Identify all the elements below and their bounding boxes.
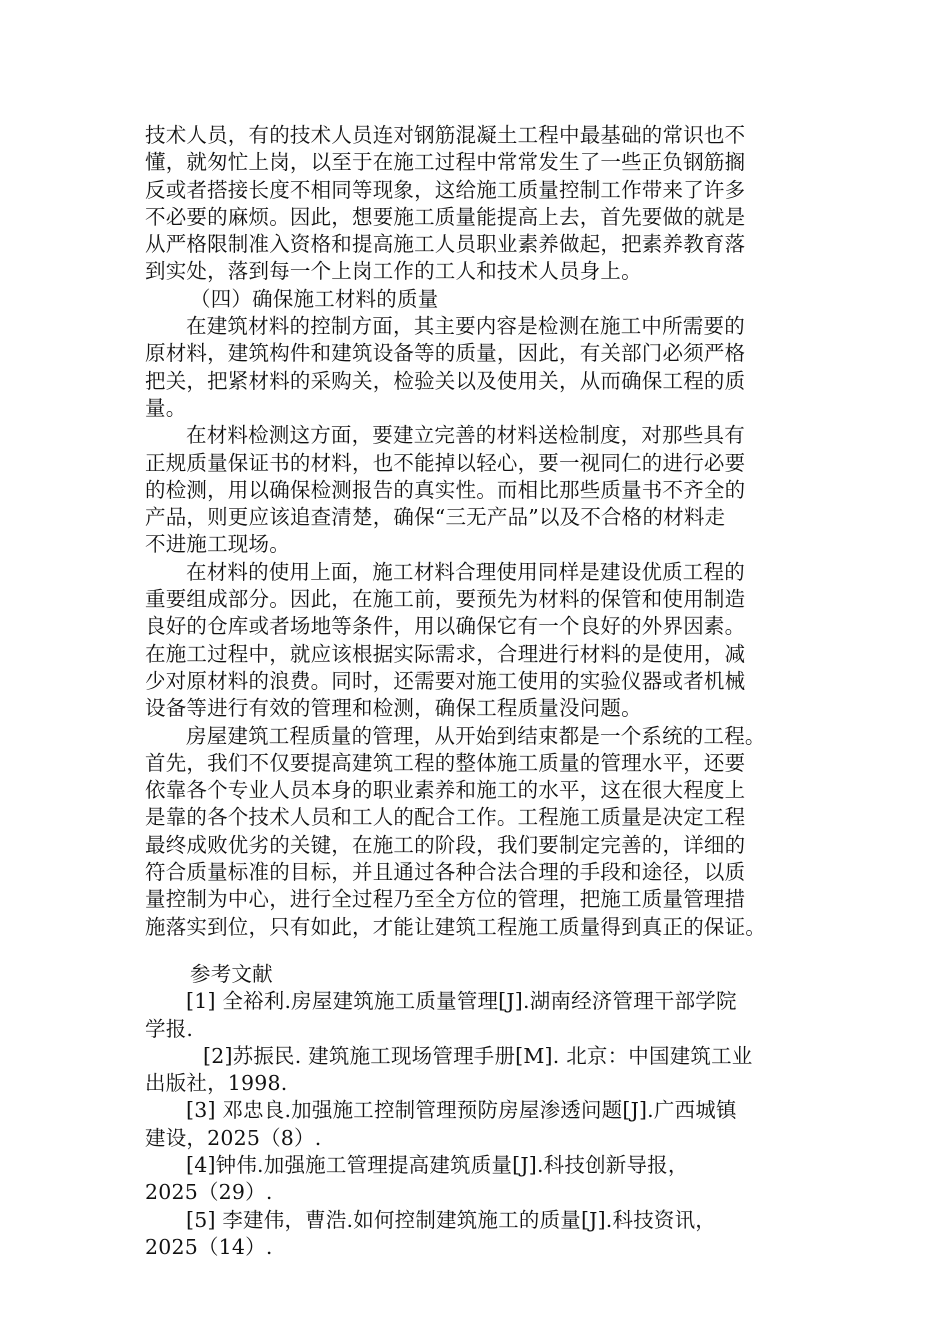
text-line: 把关，把紧材料的采购关，检验关以及使用关，从而确保工程的质 [145,368,746,393]
text-line: 在建筑材料的控制方面，其主要内容是检测在施工中所需要的 [186,314,745,339]
reference-line: [5] 李建伟，曹浩.如何控制建筑施工的质量[J].科技资讯， [186,1207,716,1232]
text-line: 在材料的使用上面，施工材料合理使用同样是建设优质工程的 [186,559,745,584]
reference-line: 2025（29）. [145,1180,273,1205]
text-line: 最终成败优劣的关键，在施工的阶段，我们要制定完善的，详细的 [145,832,746,857]
reference-item [145,988,807,1043]
references-section [145,961,807,1261]
reference-item [145,1207,807,1262]
text-line: 正规质量保证书的材料，也不能掉以轻心，要一视同仁的进行必要 [145,450,746,475]
text-line: 是靠的各个技术人员和工人的配合工作。工程施工质量是决定工程 [145,805,746,830]
paragraph-intro [145,122,807,286]
paragraph-conclusion [145,723,807,941]
reference-line: 建设，2025（8）. [145,1125,322,1150]
paragraph-testing [145,422,807,558]
text-line: 量控制为中心，进行全过程乃至全方位的管理，把施工质量管理措 [145,887,746,912]
reference-item [145,1043,807,1098]
text-line: 不必要的麻烦。因此，想要施工质量能提高上去，首先要做的就是 [145,204,746,229]
text-line: 首先，我们不仅要提高建筑工程的整体施工质量的管理水平，还要 [145,750,746,775]
text-line: 良好的仓库或者场地等条件，用以确保它有一个良好的外界因素。 [145,614,746,639]
text-line: 量。 [145,395,187,420]
text-line: 不进施工现场。 [145,532,290,557]
spacer [145,941,807,961]
reference-item [145,1097,807,1152]
text-line: 技术人员，有的技术人员连对钢筋混凝土工程中最基础的常识也不 [145,123,746,147]
reference-line: [3] 邓忠良.加强施工控制管理预防房屋渗透问题[J].广西城镇 [186,1098,737,1123]
section-heading: （四）确保施工材料的质量 [190,286,439,311]
text-line: 少对原材料的浪费。同时，还需要对施工使用的实验仪器或者机械 [145,668,746,693]
text-line: 原材料，建筑构件和建筑设备等的质量，因此，有关部门必须严格 [145,341,746,366]
text-line: 依靠各个专业人员本身的职业素养和施工的水平，这在很大程度上 [145,778,746,803]
text-line: 的检测，用以确保检测报告的真实性。而相比那些质量书不齐全的 [145,477,746,502]
paragraph-usage [145,559,807,723]
text-line: 符合质量标准的目标，并且通过各种合法合理的手段和途径，以质 [145,860,746,885]
reference-line: [1] 全裕利.房屋建筑施工质量管理[J].湖南经济管理干部学院 [186,989,737,1014]
text-line: 产品，则更应该追查清楚，确保“三无产品”以及不合格的材料走 [145,505,726,530]
text-line: 在材料检测这方面，要建立完善的材料送检制度，对那些具有 [186,423,745,448]
document-body [145,122,807,1261]
text-line: 反或者搭接长度不相同等现象，这给施工质量控制工作带来了许多 [145,177,746,202]
text-line: 在施工过程中，就应该根据实际需求，合理进行材料的是使用，减 [145,641,746,666]
text-line: 到实处，落到每一个上岗工作的工人和技术人员身上。 [145,259,642,284]
reference-line: [4]钟伟.加强施工管理提高建筑质量[J].科技创新导报， [186,1152,689,1177]
text-line: 房屋建筑工程质量的管理，从开始到结束都是一个系统的工程。 [186,723,766,748]
paragraph-control [145,313,807,422]
reference-line: 出版社，1998. [145,1071,288,1096]
reference-line: [2]苏振民. 建筑施工现场管理手册[M]. 北京：中国建筑工业 [203,1043,753,1068]
reference-line: 学报. [145,1016,194,1041]
text-line: 从严格限制准入资格和提高施工人员职业素养做起，把素养教育落 [145,232,746,257]
text-line: 设备等进行有效的管理和检测，确保工程质量没问题。 [145,696,642,721]
reference-line: 2025（14）. [145,1234,273,1259]
references-title: 参考文献 [190,961,273,986]
text-line: 施落实到位，只有如此，才能让建筑工程施工质量得到真正的保证。 [145,914,766,939]
text-line: 重要组成部分。因此，在施工前，要预先为材料的保管和使用制造 [145,587,746,612]
text-line: 懂，就匆忙上岗，以至于在施工过程中常常发生了一些正负钢筋搁 [145,150,746,175]
reference-item [145,1152,807,1207]
